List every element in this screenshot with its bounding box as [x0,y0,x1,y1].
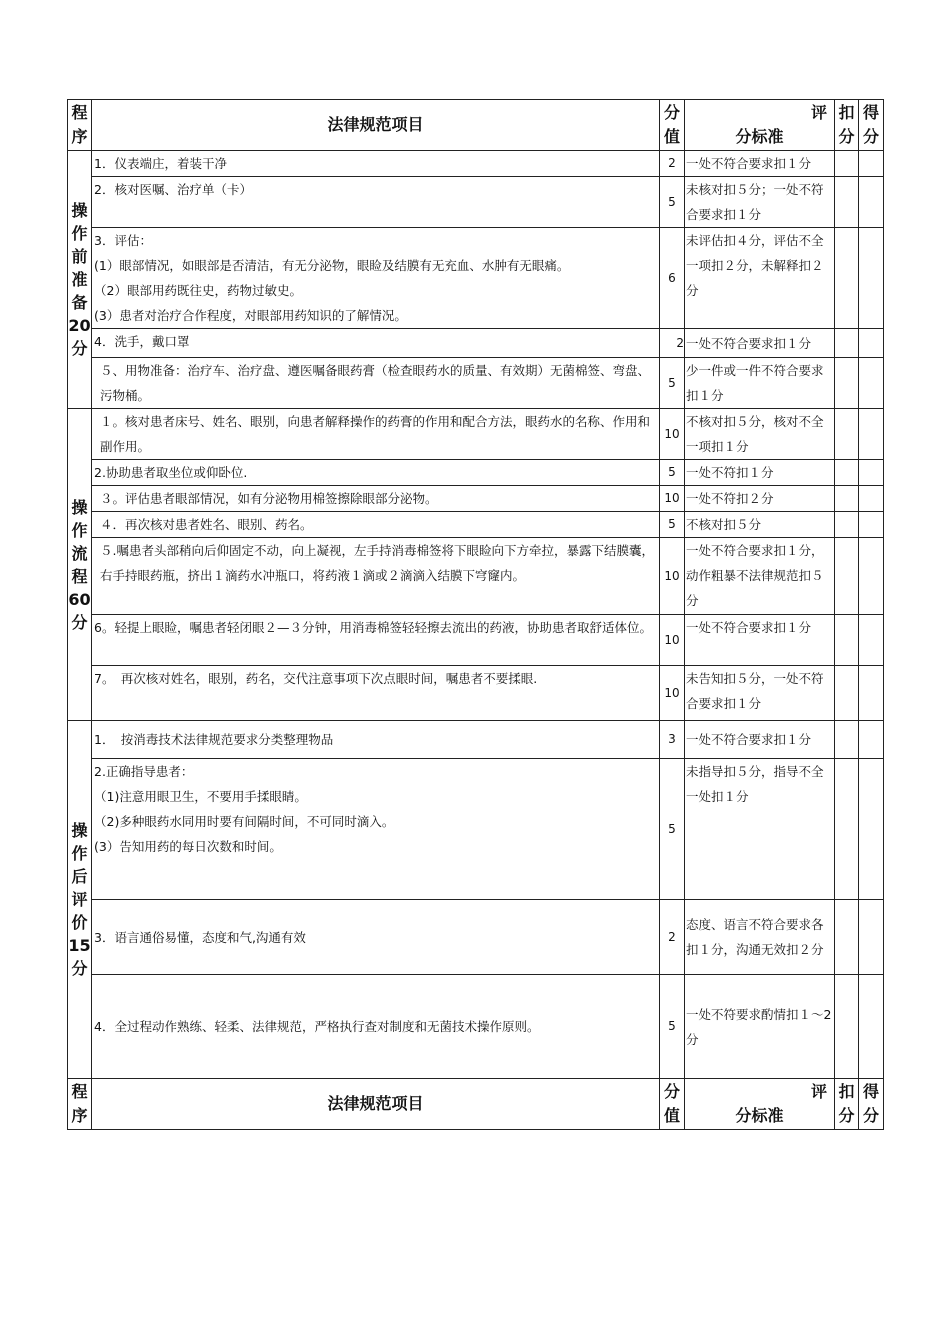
score-cell: 5 [660,975,685,1079]
table-row [68,329,884,358]
score-cell: 5 [660,177,685,228]
criteria-cell: 一处不符合要求扣１分 [685,151,835,177]
get-cell[interactable] [859,538,884,615]
deduct-cell[interactable] [835,151,859,177]
score-cell: 10 [660,615,685,666]
deduct-cell[interactable] [835,177,859,228]
item-cell: 6。轻提上眼睑，嘱患者轻闭眼２—３分钟，用消毒棉签轻轻擦去流出的药液，协助患者取舒适体位。 [92,615,660,666]
get-cell[interactable] [859,460,884,486]
footer-item: 法律规范项目 [92,1079,660,1130]
criteria-cell: 一处不符合要求扣１分 [685,615,835,666]
criteria-cell: 未评估扣４分，评估不全一项扣２分，未解释扣２分 [685,228,835,329]
header-eval: 评 分标准 [685,100,835,151]
table-row [68,666,884,721]
footer-eval: 评 分标准 [685,1079,835,1130]
table-footer-row [68,1079,884,1130]
criteria-cell: 一处不符要求酌情扣１～2分 [685,975,835,1079]
deduct-cell[interactable] [835,975,859,1079]
criteria-cell: 一处不符扣１分 [685,460,835,486]
score-cell: 10 [660,486,685,512]
table-row [68,358,884,409]
criteria-cell: 一处不符合要求扣１分 [685,329,835,358]
header-get: 得 分 [859,100,884,151]
deduct-cell[interactable] [835,329,859,358]
get-cell[interactable] [859,615,884,666]
get-cell[interactable] [859,666,884,721]
get-cell[interactable] [859,409,884,460]
deduct-cell[interactable] [835,358,859,409]
get-cell[interactable] [859,975,884,1079]
item-cell: 2.正确指导患者： （1)注意用眼卫生，不要用手揉眼睛。 （2)多种眼药水同用时要有间隔时间，不可同时滴入。 (3）告知用药的每日次数和时间。 [92,759,660,900]
criteria-cell: 不核对扣５分 [685,512,835,538]
get-cell[interactable] [859,759,884,900]
table-row [68,177,884,228]
criteria-cell: 少一件或一件不符合要求扣１分 [685,358,835,409]
deduct-cell[interactable] [835,721,859,759]
score-cell: 5 [660,358,685,409]
criteria-cell: 态度、语言不符合要求各扣１分，沟通无效扣２分 [685,900,835,975]
deduct-cell[interactable] [835,228,859,329]
item-cell: 4．全过程动作熟练、轻柔、法律规范，严格执行查对制度和无菌技术操作原则。 [92,975,660,1079]
deduct-cell[interactable] [835,666,859,721]
item-cell: ４．再次核对患者姓名、眼别、药名。 [92,512,660,538]
deduct-cell[interactable] [835,615,859,666]
score-cell: 2 [660,900,685,975]
item-cell: 3．评估： (1）眼部情况，如眼部是否清洁，有无分泌物，眼睑及结膜有无充血、水肿有无眼痛。 （2）眼部用药既往史，药物过敏史。 (3）患者对治疗合作程度，对眼部用药知识的了解情况。 [92,228,660,329]
get-cell[interactable] [859,486,884,512]
item-cell: 1．仪表端庄，着装干净 [92,151,660,177]
criteria-cell: 一处不符合要求扣１分，动作粗暴不法律规范扣５分 [685,538,835,615]
score-cell: 5 [660,759,685,900]
footer-program: 程 序 [68,1079,92,1130]
table-row [68,409,884,460]
score-cell: 10 [660,666,685,721]
criteria-cell: 一处不符合要求扣１分 [685,721,835,759]
get-cell[interactable] [859,512,884,538]
get-cell[interactable] [859,177,884,228]
footer-score: 分 值 [660,1079,685,1130]
table-header-row [68,100,884,151]
item-cell: ５、用物准备：治疗车、治疗盘、遵医嘱备眼药膏（检查眼药水的质量、有效期）无菌棉签、弯盘、污物桶。 [92,358,660,409]
item-cell: 1． 按消毒技术法律规范要求分类整理物品 [92,721,660,759]
table-row [68,538,884,615]
phase-cell-post: 操 作 后 评 价 15 分 [68,721,92,1079]
score-cell: 6 [660,228,685,329]
item-cell: ３。评估患者眼部情况，如有分泌物用棉签擦除眼部分泌物。 [92,486,660,512]
table-row [68,975,884,1079]
criteria-cell: 不核对扣５分，核对不全一项扣１分 [685,409,835,460]
score-cell: 3 [660,721,685,759]
deduct-cell[interactable] [835,759,859,900]
table-row [68,759,884,900]
phase-cell-pre: 操 作 前 准 备 20 分 [68,151,92,409]
item-cell: 2．核对医嘱、治疗单（卡） [92,177,660,228]
table-row [68,486,884,512]
item-cell: 2.协助患者取坐位或仰卧位. [92,460,660,486]
deduct-cell[interactable] [835,538,859,615]
footer-get: 得 分 [859,1079,884,1130]
item-cell: ５.嘱患者头部稍向后仰固定不动，向上凝视，左手持消毒棉签将下眼睑向下方牵拉，暴露下结膜囊，右手持眼药瓶，挤出１滴药水冲瓶口，将药液１滴或２滴滴入结膜下穹窿内。 [92,538,660,615]
criteria-cell: 一处不符扣２分 [685,486,835,512]
header-score: 分 值 [660,100,685,151]
criteria-cell: 未指导扣５分，指导不全一处扣１分 [685,759,835,900]
phase-cell-process: 操 作 流 程 60 分 [68,409,92,721]
get-cell[interactable] [859,900,884,975]
get-cell[interactable] [859,358,884,409]
table-row [68,721,884,759]
header-deduct: 扣 分 [835,100,859,151]
item-cell: 7。 再次核对姓名，眼别，药名，交代注意事项下次点眼时间，嘱患者不要揉眼. [92,666,660,721]
criteria-cell: 未告知扣５分，一处不符合要求扣１分 [685,666,835,721]
item-cell: １。核对患者床号、姓名、眼别，向患者解释操作的药膏的作用和配合方法，眼药水的名称、作用和副作用。 [92,409,660,460]
table-row [68,460,884,486]
deduct-cell[interactable] [835,512,859,538]
header-item: 法律规范项目 [92,100,660,151]
deduct-cell[interactable] [835,460,859,486]
item-cell: 4．洗手，戴口罩 [92,329,660,358]
get-cell[interactable] [859,228,884,329]
criteria-cell: 未核对扣５分；一处不符合要求扣１分 [685,177,835,228]
table-row [68,512,884,538]
deduct-cell[interactable] [835,900,859,975]
deduct-cell[interactable] [835,486,859,512]
get-cell[interactable] [859,721,884,759]
scoring-table [67,99,884,1130]
table-row [68,900,884,975]
table-row [68,228,884,329]
get-cell[interactable] [859,329,884,358]
get-cell[interactable] [859,151,884,177]
score-cell: 5 [660,460,685,486]
deduct-cell[interactable] [835,409,859,460]
item-cell: 3．语言通俗易懂，态度和气,沟通有效 [92,900,660,975]
score-cell: 2 [660,329,685,358]
table-row [68,615,884,666]
score-cell: 10 [660,409,685,460]
score-cell: 10 [660,538,685,615]
header-program: 程 序 [68,100,92,151]
footer-deduct: 扣 分 [835,1079,859,1130]
table-row [68,151,884,177]
score-cell: 5 [660,512,685,538]
score-cell: 2 [660,151,685,177]
